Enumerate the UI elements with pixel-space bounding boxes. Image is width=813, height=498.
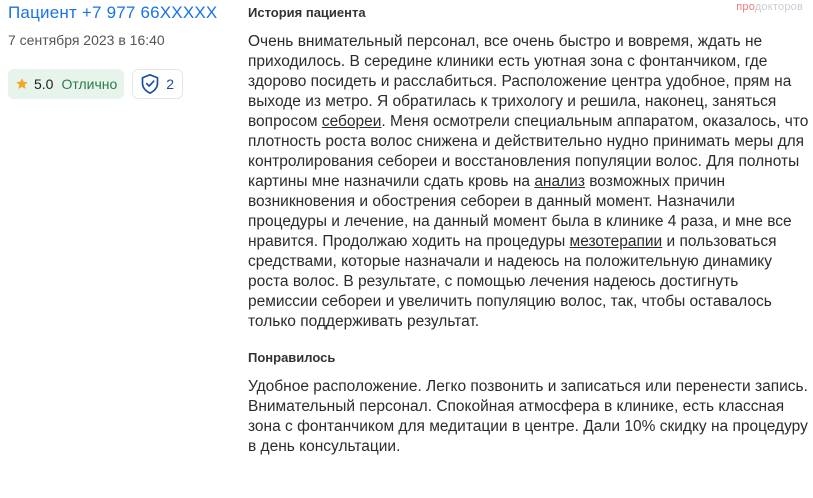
mesotherapy-link[interactable]: мезотерапии — [569, 233, 663, 250]
author-name-link[interactable]: Пациент +7 977 66XXXXX — [8, 3, 218, 22]
history-text — [248, 32, 810, 332]
analysis-link[interactable]: анализ — [534, 173, 585, 190]
history-text-part: . Меня осмотрели специальным аппаратом, оказалось, что плотность роста волос снижена и действительно нудно принимать меры для контролирования себореи и восстановления популяции волос. Для полноты картины мне назначили сдать кровь на — [248, 113, 809, 190]
history-text-part: Очень внимательный персонал, все очень быстро и вовремя, ждать не приходилось. В середине клиники есть уютная зона с фонтанчиком, где здорово посидеть и расслабиться. Расположение центра удобное, прям на выходе из метро. Я обратилась к трихологу и решила, наконец, заняться вопросом — [248, 33, 792, 130]
rating-label: Отлично — [61, 76, 118, 92]
review-author-panel — [8, 0, 233, 99]
review-content — [248, 0, 810, 457]
liked-text: Удобное расположение. Легко позвонить и записаться или перенести запись. Внимательный персонал. Спокойная атмосфера в клинике, есть классная зона с фонтанчиком для медитации в центре. Дали 10% скидку на процедуру в день консультации. — [248, 378, 808, 455]
verified-count: 2 — [166, 76, 175, 92]
brand-logo — [736, 1, 803, 13]
review-badges — [8, 69, 233, 99]
review-date: 7 сентября 2023 в 16:40 — [8, 32, 165, 48]
logo-rest: докторов — [754, 1, 803, 13]
star-icon — [15, 77, 29, 91]
liked-title: Понравилось — [248, 350, 336, 365]
history-title: История пациента — [248, 5, 366, 20]
shield-check-icon — [140, 73, 160, 95]
rating-badge — [8, 69, 124, 99]
history-text-part: возможных причин возникновения и обострения себореи в данный момент. Назначили процедуры и лечение, на данный момент была в клинике 4 раза, и мне все нравится. Продолжаю ходить на процедуры — [248, 173, 792, 250]
seborrhea-link[interactable]: себореи — [321, 113, 382, 130]
rating-score: 5.0 — [34, 76, 54, 92]
history-text-part: и пользоваться средствами, которые назначали и надеюсь на положительную динамику роста волос. В результате, с помощью лечения надеюсь достигнуть ремиссии себореи и увеличить популяцию волос, так, чтобы оставалось только поддерживать результат. — [248, 233, 777, 330]
verified-badge[interactable] — [132, 69, 183, 99]
logo-pro: про — [736, 1, 755, 13]
